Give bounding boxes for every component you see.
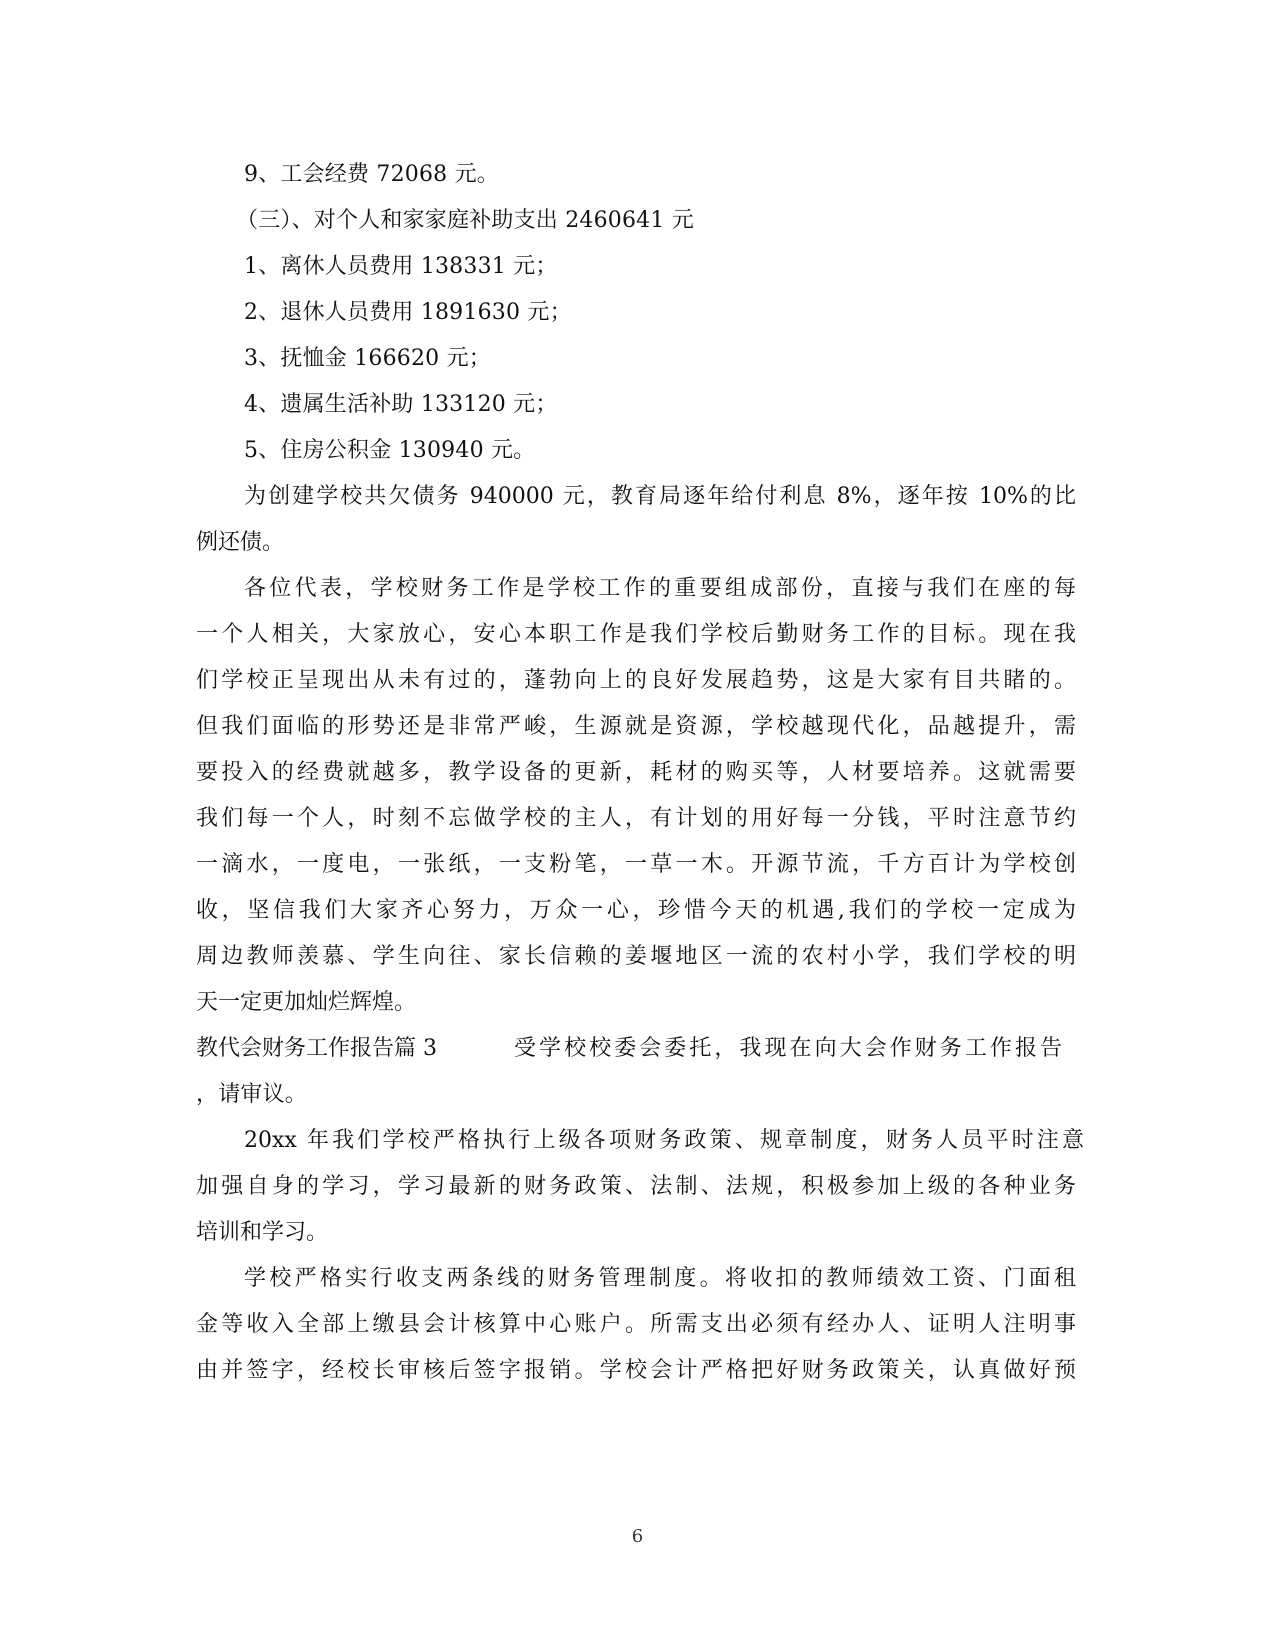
page-number: 6 <box>631 1526 644 1547</box>
paragraph-line: 金等收入全部上缴县会计核算中心账户。所需支出必须有经办人、证明人注明事 <box>196 1312 1076 1337</box>
section-title: 教代会财务工作报告篇 3 <box>196 1036 437 1061</box>
list-item: 2、退休人员费用 1891630 元； <box>244 300 572 325</box>
section-intro-continued: ，请审议。 <box>196 1082 308 1107</box>
list-item: 3、抚恤金 166620 元； <box>244 346 491 371</box>
paragraph-line: 们学校正呈现出从未有过的，蓬勃向上的良好发展趋势，这是大家有目共睹的。 <box>196 668 1076 693</box>
paragraph-line: 天一定更加灿烂辉煌。 <box>196 990 417 1015</box>
paragraph-line: 我们每一个人，时刻不忘做学校的主人，有计划的用好每一分钱，平时注意节约 <box>196 806 1076 831</box>
paragraph-line: 一滴水，一度电，一张纸，一支粉笔，一草一木。开源节流，千方百计为学校创 <box>196 852 1076 877</box>
list-item: 4、遗属生活补助 133120 元； <box>244 392 558 417</box>
section-heading: （三）、对个人和家家庭补助支出 2460641 元 <box>236 208 694 233</box>
paragraph-line: 要投入的经费就越多，教学设备的更新，耗材的购买等，人材要培养。这就需要 <box>196 760 1076 785</box>
list-item: 9、工会经费 72068 元。 <box>244 162 499 187</box>
paragraph-line: 由并签字，经校长审核后签字报销。学校会计严格把好财务政策关，认真做好预 <box>196 1358 1076 1383</box>
paragraph-line: 为创建学校共欠债务 940000 元，教育局逐年给付利息 8%，逐年按 10%的比 <box>244 484 1076 509</box>
paragraph-line: 学校严格实行收支两条线的财务管理制度。将收扣的教师绩效工资、门面租 <box>244 1266 1076 1291</box>
paragraph-line: 例还债。 <box>196 530 285 555</box>
paragraph-line: 各位代表，学校财务工作是学校工作的重要组成部份，直接与我们在座的每 <box>244 576 1076 601</box>
list-item: 1、离休人员费用 138331 元； <box>244 254 558 279</box>
paragraph-line: 周边教师羡慕、学生向往、家长信赖的姜堰地区一流的农村小学，我们学校的明 <box>196 944 1076 969</box>
paragraph-line: 培训和学习。 <box>196 1220 329 1245</box>
paragraph-line: 一个人相关，大家放心，安心本职工作是我们学校后勤财务工作的目标。现在我 <box>196 622 1076 647</box>
list-item: 5、住房公积金 130940 元。 <box>244 438 536 463</box>
paragraph-line: 20xx 年我们学校严格执行上级各项财务政策、规章制度，财务人员平时注意 <box>244 1128 1084 1153</box>
paragraph-line: 加强自身的学习，学习最新的财务政策、法制、法规，积极参加上级的各种业务 <box>196 1174 1076 1199</box>
paragraph-line: 收，坚信我们大家齐心努力，万众一心，珍惜今天的机遇,我们的学校一定成为 <box>196 898 1076 923</box>
section-intro: 受学校校委会委托，我现在向大会作财务工作报告 <box>514 1036 1062 1061</box>
paragraph-line: 但我们面临的形势还是非常严峻，生源就是资源，学校越现代化，品越提升，需 <box>196 714 1076 739</box>
